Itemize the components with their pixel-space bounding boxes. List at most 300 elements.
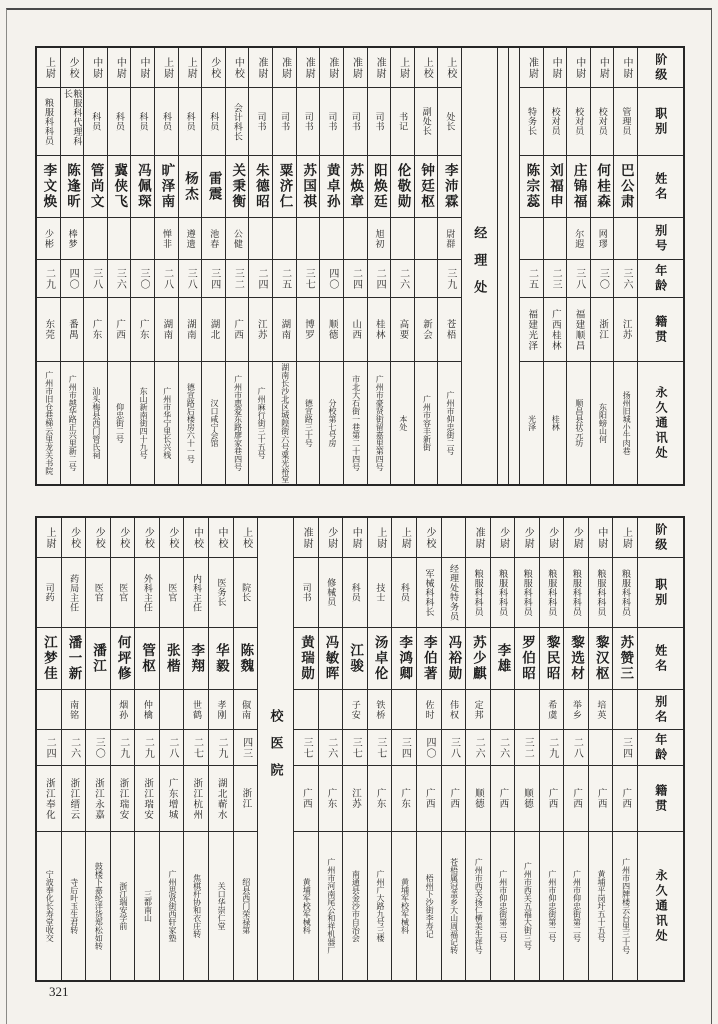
cell-age — [564, 730, 588, 766]
cell-address-text: 汕头梅县西门管氏祠 — [91, 387, 101, 459]
person-column — [514, 518, 539, 980]
cell-rank — [613, 518, 637, 558]
cell-alias — [320, 218, 343, 260]
cell-native — [61, 298, 84, 362]
cell-age — [160, 730, 184, 766]
cell-position-text: 司书 — [303, 112, 314, 131]
cell-address — [540, 832, 564, 980]
cell-age-text: 二六 — [68, 736, 80, 759]
cell-native-text: 顺德 — [326, 319, 338, 340]
cell-native — [297, 298, 320, 362]
cell-rank — [368, 518, 392, 558]
cell-position-text: 修械员 — [326, 578, 337, 607]
cell-alias — [540, 690, 564, 730]
cell-position — [184, 558, 208, 628]
cell-age — [415, 260, 438, 298]
cell-position-text: 医官 — [93, 583, 104, 602]
cell-position-text: 管理员 — [621, 107, 632, 136]
cell-rank — [37, 518, 61, 558]
cell-position — [135, 558, 159, 628]
cell-name — [520, 156, 543, 218]
cell-alias — [61, 218, 84, 260]
cell-address-text: 光泽 — [527, 415, 537, 431]
cell-rank-text: 少校 — [117, 526, 129, 549]
spacer-column — [508, 48, 519, 484]
cell-rank — [111, 518, 135, 558]
cell-name-text: 李伯著 — [421, 635, 437, 682]
cell-address-text: 梧州下沙街李寿记 — [425, 874, 435, 938]
cell-name-text: 冯裕勋 — [446, 635, 462, 682]
cell-alias — [591, 218, 614, 260]
cell-alias — [614, 218, 637, 260]
cell-rank — [273, 48, 296, 88]
cell-name-text: 黎汉枢 — [593, 635, 609, 682]
section-label-column — [461, 48, 497, 484]
cell-position-text: 司药 — [44, 583, 55, 602]
cell-rank — [320, 48, 343, 88]
cell-alias-text: 棒梦 — [67, 228, 78, 249]
cell-address — [515, 832, 539, 980]
cell-name-text: 黎选材 — [569, 635, 585, 682]
cell-address-text: 仰忠街二号 — [115, 403, 125, 443]
cell-alias — [273, 218, 296, 260]
cell-address — [226, 362, 249, 484]
person-column — [390, 48, 414, 484]
cell-address-text: 寺后叶玉生君转 — [69, 878, 79, 934]
cell-age — [638, 730, 683, 766]
cell-native — [37, 766, 61, 832]
cell-name — [86, 628, 110, 690]
cell-rank — [249, 48, 272, 88]
cell-rank-text: 中尉 — [595, 526, 607, 549]
cell-native-text: 浙江 — [597, 319, 609, 340]
cell-alias — [520, 218, 543, 260]
cell-position-text: 粮服科科员 — [596, 568, 607, 617]
cell-age-text: 年龄 — [653, 732, 668, 763]
cell-native — [344, 298, 367, 362]
cell-address-text: 宁波奉化长寿堂收交 — [45, 870, 55, 942]
cell-name-text: 何桂森 — [595, 163, 611, 210]
cell-rank — [344, 48, 367, 88]
cell-age — [155, 260, 178, 298]
cell-rank — [135, 518, 159, 558]
cell-position — [160, 558, 184, 628]
cell-position-text: 科员 — [114, 112, 125, 131]
cell-position-text: 医官 — [118, 583, 129, 602]
cell-name — [319, 628, 343, 690]
cell-alias — [491, 690, 515, 730]
cell-native — [415, 298, 438, 362]
cell-position-text: 技士 — [375, 583, 386, 602]
cell-position — [438, 88, 461, 156]
cell-age — [391, 260, 414, 298]
cell-native — [184, 766, 208, 832]
cell-name — [297, 156, 320, 218]
cell-address-text: 东山新南街四十九号 — [139, 387, 149, 459]
cell-name — [343, 628, 367, 690]
cell-rank — [466, 518, 490, 558]
cell-position-text: 司书 — [301, 583, 312, 602]
person-column — [159, 518, 184, 980]
cell-native — [638, 766, 683, 832]
cell-name-text: 关秉衡 — [230, 163, 246, 210]
cell-position-text: 会计科长 — [232, 102, 243, 141]
cell-address-text: 广州广大路九号三楼 — [375, 870, 385, 942]
cell-alias — [391, 218, 414, 260]
cell-alias-text: 公健 — [232, 228, 243, 249]
cell-position — [368, 88, 391, 156]
cell-address-text: 汉口咸宁会馆 — [209, 399, 219, 447]
cell-address-text: 顺昌县状元坊 — [574, 399, 584, 447]
cell-address-text: 黄埔平岗圩五十五号 — [597, 870, 607, 942]
cell-address-text: 广州市西关五福大街三号 — [523, 862, 533, 950]
cell-alias-text: 子安 — [350, 699, 361, 720]
person-column — [391, 518, 416, 980]
cell-name — [61, 156, 84, 218]
cell-age — [131, 260, 154, 298]
cell-address — [84, 362, 107, 484]
person-column — [183, 518, 208, 980]
cell-address — [438, 362, 461, 484]
cell-address-text: 三都南山 — [143, 890, 153, 922]
person-column — [367, 48, 391, 484]
cell-age — [108, 260, 131, 298]
cell-name-text: 旷泽南 — [159, 163, 175, 210]
cell-native — [515, 766, 539, 832]
cell-address — [466, 832, 490, 980]
cell-native-text: 广西 — [448, 788, 460, 809]
cell-age-text: 三七 — [374, 736, 386, 759]
cell-position — [155, 88, 178, 156]
cell-native-text: 湖北蕲水 — [215, 777, 227, 820]
cell-address — [344, 362, 367, 484]
cell-position-text: 司书 — [256, 112, 267, 131]
cell-rank — [155, 48, 178, 88]
cell-native — [202, 298, 225, 362]
cell-rank — [184, 518, 208, 558]
cell-native-text: 新会 — [421, 319, 433, 340]
cell-rank — [391, 48, 414, 88]
cell-position-text: 粮服科科员 — [473, 568, 484, 617]
cell-alias — [368, 690, 392, 730]
cell-address — [391, 362, 414, 484]
cell-age — [343, 730, 367, 766]
cell-native — [135, 766, 159, 832]
cell-address-text: 分校第七号房 — [328, 399, 337, 447]
cell-rank-text: 中尉 — [620, 56, 632, 79]
cell-address — [202, 362, 225, 484]
cell-native-text: 湖南 — [279, 319, 291, 340]
cell-native-text: 桂林 — [373, 319, 385, 340]
cell-native-text: 湖南 — [161, 319, 173, 340]
cell-native-text: 浙江缙云 — [68, 777, 80, 820]
cell-alias — [442, 690, 466, 730]
cell-age-text: 四〇 — [67, 267, 79, 290]
cell-native — [491, 766, 515, 832]
cell-age — [37, 260, 60, 298]
cell-rank-text: 上尉 — [43, 56, 55, 79]
person-column — [233, 518, 258, 980]
cell-rank-text: 上尉 — [374, 526, 386, 549]
cell-address — [320, 362, 343, 484]
cell-rank-text: 中尉 — [137, 56, 149, 79]
cell-age — [62, 730, 86, 766]
cell-alias — [638, 218, 683, 260]
cell-address — [567, 362, 590, 484]
cell-native-text: 福建光泽 — [526, 308, 538, 351]
cell-native-text: 广西 — [497, 788, 509, 809]
cell-address — [184, 832, 208, 980]
cell-native — [209, 766, 233, 832]
cell-native-text: 广东 — [90, 319, 102, 340]
cell-address-text: 广州市西关扬仁横美生祥号 — [474, 858, 484, 954]
cell-alias — [37, 690, 61, 730]
cell-name — [273, 156, 296, 218]
cell-alias-text: 旭初 — [374, 228, 385, 249]
cell-alias — [297, 218, 320, 260]
cell-position-text: 粮服科科员 — [44, 97, 54, 146]
cell-address-text: 广州市越华路正兴里新二号 — [68, 375, 78, 471]
cell-rank-text: 少尉 — [546, 526, 558, 549]
cell-position-text: 校对员 — [574, 107, 585, 136]
cell-position-text: 粮服科科员 — [547, 568, 558, 617]
cell-rank — [209, 518, 233, 558]
roster-table-top — [35, 46, 685, 486]
cell-name — [344, 156, 367, 218]
cell-age — [392, 730, 416, 766]
cell-name — [108, 156, 131, 218]
cell-native — [589, 766, 613, 832]
cell-age — [319, 730, 343, 766]
cell-rank — [226, 48, 249, 88]
cell-name — [614, 156, 637, 218]
cell-rank-text: 上校 — [444, 56, 456, 79]
cell-native-text: 浙江杭州 — [191, 777, 203, 820]
cell-address-text: 广州市仰忠街二号 — [446, 391, 456, 455]
cell-name — [62, 628, 86, 690]
cell-address-text: 本处 — [398, 415, 408, 431]
cell-rank-text: 上尉 — [620, 526, 632, 549]
person-column — [201, 48, 225, 484]
cell-age-text: 三四 — [399, 736, 411, 759]
cell-address — [86, 832, 110, 980]
cell-age-text: 二八 — [571, 736, 583, 759]
cell-position-text: 院长 — [241, 583, 252, 602]
cell-alias-text: 烟孙 — [118, 699, 129, 720]
cell-name — [160, 628, 184, 690]
cell-address — [368, 362, 391, 484]
cell-name — [567, 156, 590, 218]
person-column — [60, 48, 84, 484]
cell-address-text: 苍梧属冠盖乡大山周福记转 — [449, 858, 459, 954]
cell-address — [37, 362, 60, 484]
cell-name — [392, 628, 416, 690]
cell-position-text: 粮服科科员 — [620, 568, 631, 617]
cell-native — [442, 766, 466, 832]
cell-native-text: 广东 — [374, 788, 386, 809]
cell-address — [368, 832, 392, 980]
cell-position-text: 医务长 — [216, 578, 227, 607]
cell-age-text: 二六 — [473, 736, 485, 759]
cell-name — [37, 628, 61, 690]
cell-address-text: 德宣路后楼房六十一号 — [186, 383, 196, 463]
cell-name — [226, 156, 249, 218]
cell-native-text: 浙江瑞安 — [142, 777, 154, 820]
cell-age — [135, 730, 159, 766]
cell-name — [37, 156, 60, 218]
cell-address — [209, 832, 233, 980]
cell-rank-text: 少校 — [166, 526, 178, 549]
cell-rank — [515, 518, 539, 558]
cell-alias — [135, 690, 159, 730]
cell-native-text: 广东 — [399, 788, 411, 809]
cell-native — [320, 298, 343, 362]
cell-rank-text: 少尉 — [571, 526, 583, 549]
cell-age — [491, 730, 515, 766]
cell-position — [613, 558, 637, 628]
cell-rank — [520, 48, 543, 88]
cell-address — [61, 362, 84, 484]
cell-age — [614, 260, 637, 298]
cell-name — [368, 628, 392, 690]
cell-address-text: 永久通讯处 — [654, 385, 669, 461]
cell-native — [155, 298, 178, 362]
cell-alias-text: 定邦 — [473, 699, 484, 720]
cell-age — [567, 260, 590, 298]
cell-position — [368, 558, 392, 628]
person-column — [248, 48, 272, 484]
cell-address-text: 广州市豪贤街留嘉里第四号 — [375, 375, 385, 471]
cell-age — [61, 260, 84, 298]
cell-name — [540, 628, 564, 690]
cell-position-text: 粮服科科员 — [571, 568, 582, 617]
cell-name-text: 伦敬勋 — [395, 163, 411, 210]
cell-position — [544, 88, 567, 156]
cell-position — [392, 558, 416, 628]
cell-name — [638, 156, 683, 218]
cell-alias — [368, 218, 391, 260]
cell-position-text: 科员 — [185, 112, 196, 131]
cell-rank-text: 中尉 — [597, 56, 609, 79]
cell-native — [540, 766, 564, 832]
cell-position-text: 医官 — [167, 583, 178, 602]
cell-rank — [392, 518, 416, 558]
cell-position — [320, 88, 343, 156]
person-column — [225, 48, 249, 484]
cell-position — [520, 88, 543, 156]
cell-native — [392, 766, 416, 832]
cell-age-text: 二五 — [526, 267, 538, 290]
cell-position — [415, 88, 438, 156]
cell-name — [209, 628, 233, 690]
cell-age-text: 年龄 — [653, 263, 668, 294]
cell-alias — [155, 218, 178, 260]
cell-native-text: 顺德 — [521, 788, 533, 809]
person-column — [296, 48, 320, 484]
cell-native-text: 浙江瑞安 — [117, 777, 129, 820]
cell-address — [37, 832, 61, 980]
cell-position-text: 药局主任 — [69, 573, 80, 612]
cell-native-text: 顺德 — [472, 788, 484, 809]
cell-age-text: 三七 — [303, 267, 315, 290]
cell-age-text: 二九 — [43, 267, 55, 290]
person-column — [437, 48, 461, 484]
cell-name — [368, 156, 391, 218]
cell-address — [589, 832, 613, 980]
cell-address — [343, 832, 367, 980]
cell-name-text: 潘江 — [91, 643, 107, 674]
cell-alias-text: 培英 — [596, 699, 607, 720]
cell-alias-text: 俶南 — [241, 699, 252, 720]
cell-alias-text: 网璆 — [597, 228, 608, 249]
cell-name — [589, 628, 613, 690]
cell-address-text: 广州思贤街西轩家塾 — [168, 870, 178, 942]
cell-native-text: 广东增城 — [166, 777, 178, 820]
cell-position-text: 粮服科科员 — [522, 568, 533, 617]
cell-name-text: 李沛霖 — [442, 163, 458, 210]
cell-rank — [564, 518, 588, 558]
cell-rank — [567, 48, 590, 88]
cell-alias — [564, 690, 588, 730]
cell-age — [249, 260, 272, 298]
cell-position — [294, 558, 318, 628]
cell-native — [614, 298, 637, 362]
cell-name-text: 陈逢昕 — [64, 163, 80, 210]
cell-name — [294, 628, 318, 690]
cell-position — [344, 88, 367, 156]
cell-position-text: 科员 — [209, 112, 220, 131]
cell-native — [417, 766, 441, 832]
cell-native — [368, 298, 391, 362]
cell-address — [179, 362, 202, 484]
cell-position — [249, 88, 272, 156]
cell-name-text: 江梦佳 — [41, 635, 57, 682]
cell-age-text: 三四 — [620, 736, 632, 759]
spacer-column — [497, 48, 508, 484]
cell-age — [515, 730, 539, 766]
person-column — [543, 48, 567, 484]
cell-rank-text: 中尉 — [550, 56, 562, 79]
cell-position-text: 外科主任 — [142, 573, 153, 612]
cell-position-text: 司书 — [327, 112, 338, 131]
cell-alias-text: 遵遗 — [185, 228, 196, 249]
cell-address — [319, 832, 343, 980]
cell-rank — [108, 48, 131, 88]
cell-name-text: 黎民昭 — [544, 635, 560, 682]
cell-alias-text: 惮非 — [162, 228, 173, 249]
cell-age-text: 四〇 — [326, 267, 338, 290]
cell-age — [111, 730, 135, 766]
cell-position — [62, 558, 86, 628]
cell-section — [462, 48, 497, 484]
cell-rank — [638, 518, 683, 558]
cell-alias — [234, 690, 258, 730]
cell-name-text: 管枢 — [140, 643, 156, 674]
cell-address — [442, 832, 466, 980]
cell-age-text: 二七 — [191, 736, 203, 759]
person-column — [414, 48, 438, 484]
cell-native — [111, 766, 135, 832]
cell-address-text: 广州市华宁里长兴栈 — [162, 387, 172, 459]
cell-alias — [226, 218, 249, 260]
cell-name — [234, 628, 258, 690]
cell-native-text: 广西 — [571, 788, 583, 809]
cell-rank — [160, 518, 184, 558]
cell-name-text: 黄瑞勋 — [298, 635, 314, 682]
cell-address-text: 广州麻行街三十五号 — [257, 387, 267, 459]
cell-address — [131, 362, 154, 484]
cell-native-text: 浙江永嘉 — [92, 777, 104, 820]
